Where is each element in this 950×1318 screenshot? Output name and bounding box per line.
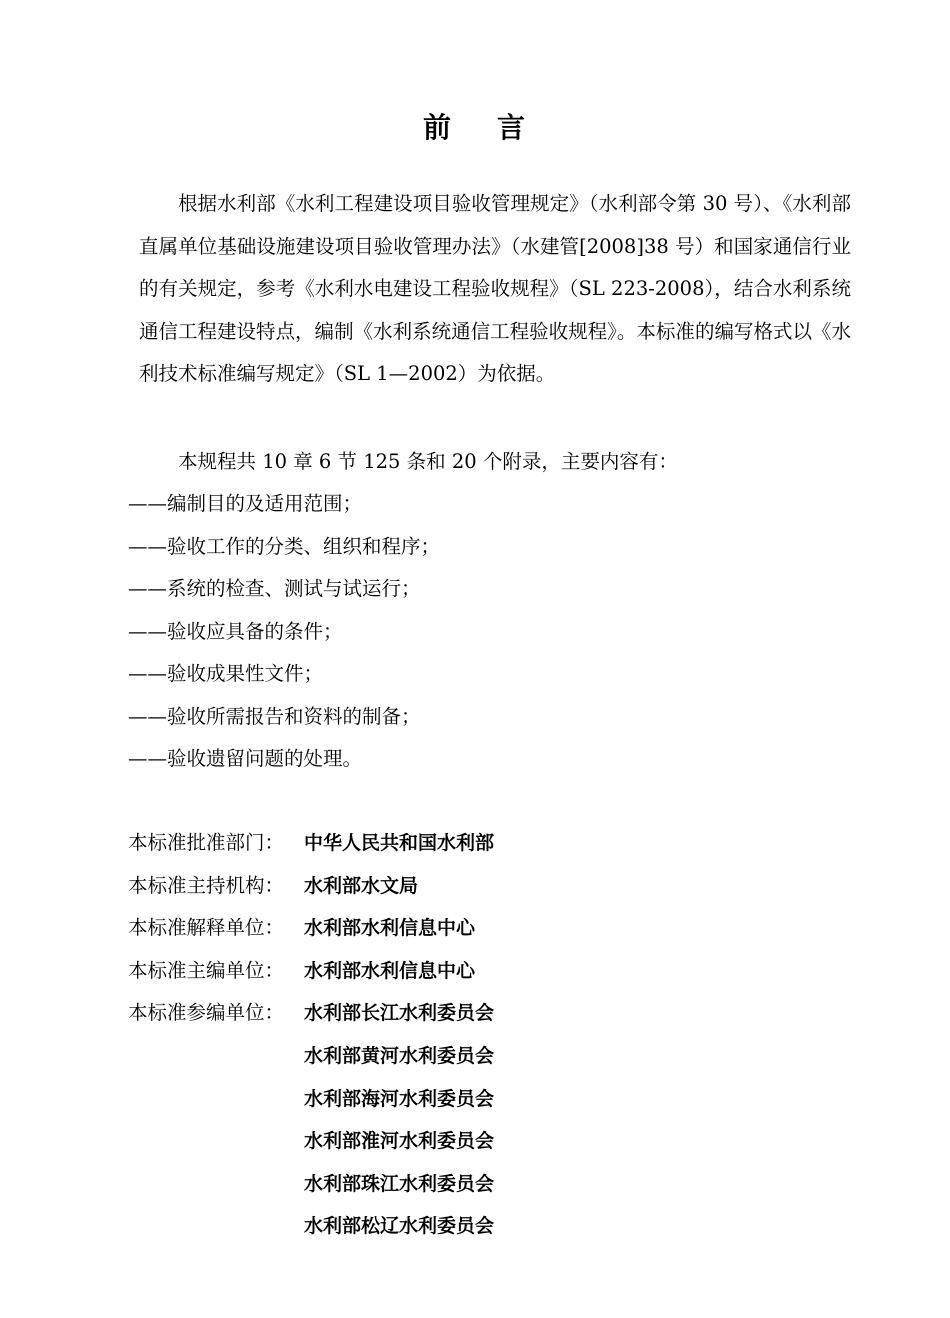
organizations-block: [128, 822, 828, 1248]
org-label: 本标准解释单位：: [128, 916, 285, 940]
org-row-approval: [128, 822, 828, 865]
title-char-2: 言: [497, 111, 528, 144]
org-row-participant: [128, 1078, 828, 1121]
org-row-participant: [128, 1120, 828, 1163]
list-item: ——验收遗留问题的处理。: [128, 747, 363, 770]
org-label-spacer: [128, 1205, 304, 1248]
org-value: 水利部水利信息中心: [304, 959, 476, 982]
org-value: 水利部珠江水利委员会: [304, 1172, 495, 1195]
org-label: 本标准主编单位：: [128, 958, 285, 982]
org-value: 水利部松辽水利委员会: [304, 1215, 495, 1238]
org-row-participant: [128, 1163, 828, 1206]
list-item: ——编制目的及适用范围；: [128, 492, 363, 515]
org-value: 水利部黄河水利委员会: [304, 1044, 495, 1067]
org-label-spacer: [128, 1035, 304, 1078]
org-value: 水利部水利信息中心: [304, 917, 476, 940]
list-item: ——验收成果性文件；: [128, 662, 324, 685]
org-row-participants: [128, 992, 828, 1035]
list-item: ——系统的检查、测试与试运行；: [128, 577, 421, 600]
org-row-participant: [128, 1205, 828, 1248]
org-label-spacer: [128, 1120, 304, 1163]
org-label: 本标准批准部门：: [128, 831, 285, 854]
org-label-spacer: [128, 1078, 304, 1121]
list-item: ——验收工作的分类、组织和程序；: [128, 534, 441, 558]
org-value: 水利部海河水利委员会: [304, 1087, 495, 1110]
org-row-host: [128, 865, 828, 908]
org-value: 中华人民共和国水利部: [304, 832, 495, 854]
contents-list: [128, 483, 440, 781]
org-label: 本标准主持机构：: [128, 873, 285, 897]
page-title: [0, 108, 950, 148]
org-row-chief-editor: [128, 950, 828, 993]
org-value: 水利部水文局: [304, 874, 419, 897]
list-item: ——验收所需报告和资料的制备；: [128, 704, 421, 728]
org-row-participant: [128, 1035, 828, 1078]
summary-paragraph: 本规程共 10 章 6 节 125 条和 20 个附录，主要内容有：: [178, 450, 678, 473]
org-label-spacer: [128, 1163, 304, 1206]
intro-paragraph: 根据水利部《水利工程建设项目验收管理规定》（水利部令第 30 号）、《水利部直属单位基础设施建设项目验收管理办法》（水建管[2008]38 号）和国家通信行业的有关规定，参考《水利水电建设工程验收规程》（SL 223-2008），结合水利系统通信工程建设特点，编制《水利系统通信工程验收规程》。本标准的编写格式以《水利技术标准编写规定》（SL 1—2002）为依据。: [139, 192, 851, 385]
org-label: 本标准参编单位：: [128, 1001, 285, 1025]
org-row-interpretation: [128, 907, 828, 950]
org-value: 水利部淮河水利委员会: [304, 1130, 495, 1153]
org-value: 水利部长江水利委员会: [304, 1002, 495, 1025]
title-char-1: 前: [422, 111, 453, 144]
list-item: ——验收应具备的条件；: [128, 619, 343, 643]
